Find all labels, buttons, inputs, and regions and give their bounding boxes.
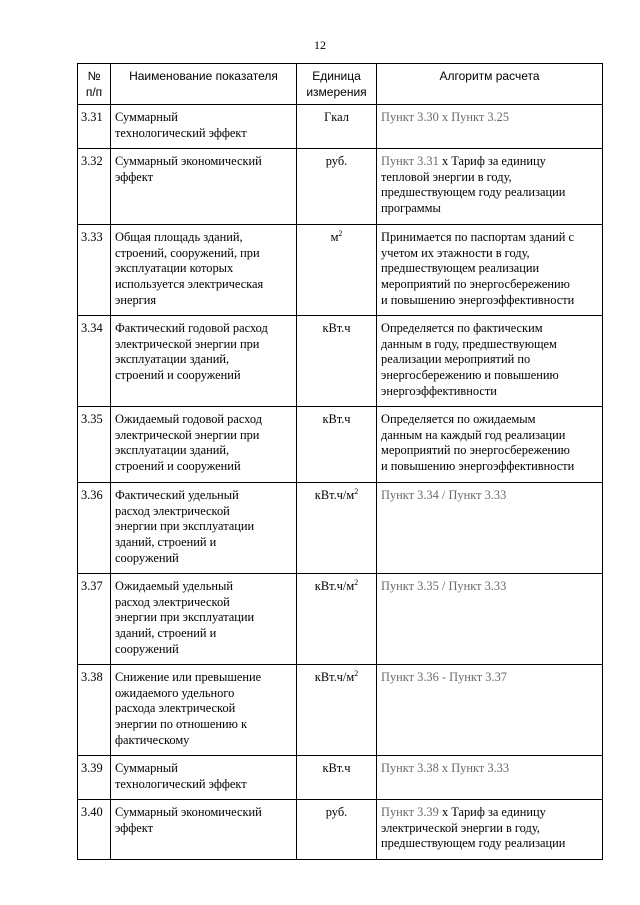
- page-number: 12: [314, 38, 326, 52]
- unit-text: Гкал: [324, 110, 349, 125]
- header-unit: Единица измерения: [297, 64, 377, 105]
- indicator-name: [111, 105, 297, 149]
- algorithm-line: предшествующем году реализации: [381, 836, 566, 851]
- algorithm-reference: Пункт 3.30 х Пункт 3.25: [381, 110, 510, 125]
- algorithm-cell: [377, 225, 603, 316]
- algorithm-cell: [377, 105, 603, 149]
- algorithm-text: х Тариф за единицу: [441, 154, 546, 169]
- unit-cell: [297, 149, 377, 225]
- indicator-name-line: эксплуатации зданий,: [115, 352, 230, 367]
- indicator-name-line: сооружений: [115, 641, 179, 656]
- table-header-row: [78, 64, 603, 105]
- row-number: 3.34: [78, 316, 111, 407]
- indicator-name-line: фактическому: [115, 732, 190, 747]
- algorithm-cell: [377, 316, 603, 407]
- header-algorithm: Алгоритм расчета: [377, 64, 603, 105]
- algorithm-line: Определяется по фактическим: [381, 321, 543, 336]
- indicator-name-line: электрической энергии при: [115, 427, 260, 442]
- algorithm-line: учетом их этажности в году,: [381, 245, 530, 260]
- algorithm-cell: [377, 483, 603, 574]
- table-row: [78, 316, 603, 407]
- indicator-name-line: расход электрической: [115, 594, 230, 609]
- indicator-name: [111, 574, 297, 665]
- unit-cell: [297, 483, 377, 574]
- indicator-name: [111, 225, 297, 316]
- row-number: 3.36: [78, 483, 111, 574]
- algorithm-line: [381, 110, 598, 126]
- row-number: 3.35: [78, 407, 111, 483]
- algorithm-cell: [377, 800, 603, 860]
- indicator-name-line: технологический эффект: [115, 125, 247, 140]
- algorithm-cell: [377, 407, 603, 483]
- table-row: [78, 800, 603, 860]
- indicator-name-line: Суммарный экономический: [115, 154, 262, 169]
- indicator-name-line: расход электрической: [115, 503, 230, 518]
- indicator-name-line: Снижение или превышение: [115, 670, 262, 685]
- algorithm-line: мероприятий по энергосбережению: [381, 443, 570, 458]
- unit-cell: [297, 225, 377, 316]
- indicator-name-line: Суммарный: [115, 761, 178, 776]
- unit-text: кВт.ч/м: [314, 488, 355, 503]
- row-number: 3.40: [78, 800, 111, 860]
- unit-text: кВт.ч: [322, 761, 351, 776]
- indicator-name: [111, 665, 297, 756]
- indicator-name-line: технологический эффект: [115, 776, 247, 791]
- algorithm-cell: [377, 665, 603, 756]
- algorithm-line: Принимается по паспортам зданий с: [381, 230, 575, 245]
- algorithm-reference: Пункт 3.34 / Пункт 3.33: [381, 488, 507, 503]
- unit-text: кВт.ч/м: [314, 670, 355, 685]
- indicator-name-line: Ожидаемый удельный: [115, 579, 233, 594]
- algorithm-line: данным в году, предшествующем: [381, 336, 557, 351]
- table-row: [78, 574, 603, 665]
- indicator-name-line: строений и сооружений: [115, 458, 241, 473]
- algorithm-line: реализации мероприятий по: [381, 352, 531, 367]
- indicator-name: [111, 149, 297, 225]
- indicator-name-line: ожидаемого удельного: [115, 685, 235, 700]
- algorithm-cell: [377, 756, 603, 800]
- row-number: 3.39: [78, 756, 111, 800]
- indicator-name-line: эффект: [115, 820, 154, 835]
- algorithm-cell: [377, 149, 603, 225]
- indicator-name: [111, 407, 297, 483]
- algorithm-line: данным на каждый год реализации: [381, 427, 566, 442]
- table-row: [78, 105, 603, 149]
- table-row: [78, 149, 603, 225]
- algorithm-line: предшествующем реализации: [381, 261, 540, 276]
- header-num: № п/п: [78, 64, 111, 105]
- indicator-name-line: эксплуатации зданий,: [115, 443, 230, 458]
- indicator-name: [111, 800, 297, 860]
- indicator-name-line: зданий, строений и: [115, 534, 217, 549]
- table-row: [78, 756, 603, 800]
- algorithm-reference: Пункт 3.39: [381, 805, 439, 820]
- algorithm-line: [381, 670, 598, 686]
- indicator-name: [111, 756, 297, 800]
- indicator-name-line: энергии по отношению к: [115, 716, 247, 731]
- indicators-table: [77, 63, 603, 860]
- row-number: 3.38: [78, 665, 111, 756]
- algorithm-line: энергоэффективности: [381, 383, 497, 398]
- unit-text: кВт.ч: [322, 321, 351, 336]
- unit-cell: [297, 756, 377, 800]
- algorithm-line: [381, 488, 598, 504]
- unit-superscript: 2: [354, 669, 359, 679]
- algorithm-line: [381, 805, 598, 821]
- row-number: 3.37: [78, 574, 111, 665]
- unit-text: кВт.ч: [322, 412, 351, 427]
- algorithm-line: [381, 761, 598, 777]
- table-row: [78, 225, 603, 316]
- unit-superscript: 2: [338, 229, 343, 239]
- unit-cell: [297, 105, 377, 149]
- algorithm-reference: Пункт 3.31: [381, 154, 439, 169]
- algorithm-reference: Пункт 3.36 - Пункт 3.37: [381, 670, 507, 685]
- indicator-name-line: эксплуатации которых: [115, 261, 234, 276]
- indicator-name-line: энергия: [115, 292, 157, 307]
- algorithm-reference: Пункт 3.35 / Пункт 3.33: [381, 579, 507, 594]
- unit-cell: [297, 574, 377, 665]
- algorithm-line: Определяется по ожидаемым: [381, 412, 536, 427]
- indicator-name-line: Общая площадь зданий,: [115, 230, 243, 245]
- indicator-name-line: зданий, строений и: [115, 625, 217, 640]
- indicator-name-line: строений, сооружений, при: [115, 245, 260, 260]
- indicator-name-line: используется электрическая: [115, 276, 264, 291]
- indicator-name-line: Фактический удельный: [115, 488, 239, 503]
- algorithm-reference: Пункт 3.38 х Пункт 3.33: [381, 761, 510, 776]
- algorithm-line: [381, 154, 598, 170]
- algorithm-line: и повышению энергоэффективности: [381, 292, 575, 307]
- algorithm-line: мероприятий по энергосбережению: [381, 276, 570, 291]
- indicator-name-line: сооружений: [115, 550, 179, 565]
- table-body: [78, 105, 603, 860]
- table-row: [78, 407, 603, 483]
- row-number: 3.32: [78, 149, 111, 225]
- indicator-name-line: энергии при эксплуатации: [115, 610, 255, 625]
- table-row: [78, 665, 603, 756]
- indicator-name-line: Фактический годовой расход: [115, 321, 268, 336]
- header-name: Наименование показателя: [111, 64, 297, 105]
- indicator-name-line: расхода электрической: [115, 701, 236, 716]
- indicator-name: [111, 483, 297, 574]
- unit-text: кВт.ч/м: [314, 579, 355, 594]
- indicator-name-line: Суммарный: [115, 110, 178, 125]
- unit-text: руб.: [325, 154, 348, 169]
- algorithm-line: [381, 579, 598, 595]
- unit-cell: [297, 800, 377, 860]
- unit-superscript: 2: [354, 578, 359, 588]
- unit-cell: [297, 316, 377, 407]
- algorithm-line: программы: [381, 200, 441, 215]
- indicator-name-line: строений и сооружений: [115, 367, 241, 382]
- algorithm-line: электрической энергии в году,: [381, 820, 540, 835]
- indicator-name-line: энергии при эксплуатации: [115, 519, 255, 534]
- algorithm-line: предшествующем году реализации: [381, 185, 566, 200]
- indicator-name-line: Суммарный экономический: [115, 805, 262, 820]
- algorithm-line: энергосбережению и повышению: [381, 367, 559, 382]
- algorithm-text: х Тариф за единицу: [441, 805, 546, 820]
- algorithm-line: тепловой энергии в году,: [381, 169, 512, 184]
- unit-superscript: 2: [354, 487, 359, 497]
- row-number: 3.31: [78, 105, 111, 149]
- unit-cell: [297, 407, 377, 483]
- algorithm-line: и повышению энергоэффективности: [381, 458, 575, 473]
- indicator-name-line: Ожидаемый годовой расход: [115, 412, 263, 427]
- indicator-name: [111, 316, 297, 407]
- indicator-name-line: электрической энергии при: [115, 336, 260, 351]
- table-row: [78, 483, 603, 574]
- indicator-name-line: эффект: [115, 169, 154, 184]
- algorithm-cell: [377, 574, 603, 665]
- unit-text: м: [330, 230, 339, 245]
- row-number: 3.33: [78, 225, 111, 316]
- unit-text: руб.: [325, 805, 348, 820]
- unit-cell: [297, 665, 377, 756]
